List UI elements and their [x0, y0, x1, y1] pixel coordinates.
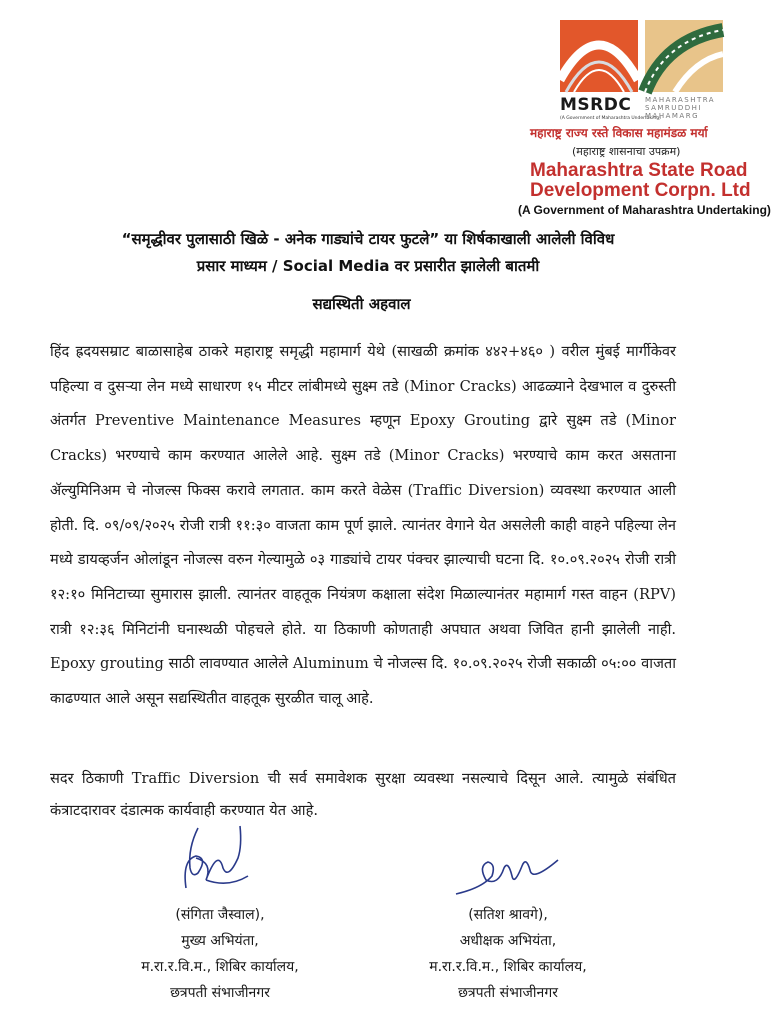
corp-name-marathi: महाराष्ट्र राज्य रस्ते विकास महामंडळ मर्या: [530, 126, 708, 140]
signatory-name: (सतिश श्रावगे),: [468, 907, 548, 923]
logo-side-text: MAHARASHTRA SAMRUDDHI MAHAMARG: [645, 96, 716, 120]
signatory-city: छत्रपती संभाजीनगर: [458, 985, 558, 1001]
body-paragraph-1: हिंद ह्रदयसम्राट बाळासाहेब ठाकरे महाराष्ट्र समृद्धी महामार्ग येथे (साखळी क्रमांक ४४२+४६० ) वरील मुंबई मार्गीकेवर पहिल्या व दुसऱ्या लेन मध्ये साधारण १५ मीटर लांबीमध्ये सुक्ष्म तडे (Minor Cracks) आढळ्याने देखभाल व दुरुस्ती अंतर्गत Preventive Maintenance Measures म्हणून Epoxy Grouting द्वारे सुक्ष्म तडे (Minor Cracks) भरण्याचे काम करण्यात आलेले आहे. सुक्ष्म तडे (Minor Cracks) भरण्याचे काम करत असताना ॲल्युमिनिअम चे नोजल्स फिक्स करावे लगतात. काम करते वेळेस (Traffic Diversion) व्यवस्था करण्यात आली होती. दि. ०९/०९/२०२५ रोजी रात्री ११:३० वाजता काम पूर्ण झाले. त्यानंतर वेगाने येत असलेली काही वाहने पहिल्या लेन मध्ये डायव्हर्जन ओलांडून नोजल्स वरुन गेल्यामुळे ०३ गाड्यांचे टायर पंक्चर झाल्याची घटना दि. १०.०९.२०२५ रोजी रात्री १२:१० मिनिटाच्या सुमारास झाली. त्यानंतर वाहतूक नियंत्रण कक्षाला संदेश मिळाल्यानंतर महामार्ग गस्त वाहन (RPV) रात्री १२:३६ मिनिटांनी घनास्थळी पोहचले होते. या ठिकाणी कोणताही अपघात अथवा जिवित हानी झालेली नाही. Epoxy grouting साठी लावण्यात आलेले Aluminum चे नोजल्स दि. १०.०९.२०२५ रोजी सकाळी ०५:०० वाजता काढण्यात आले असून सद्यस्थितीत वाहतूक सुरळीत चालू आहे.: [50, 343, 676, 708]
report-title: सद्यस्थिती अहवाल: [312, 295, 411, 313]
corp-name-english-line1: Maharashtra State Road: [530, 160, 748, 181]
logo-bridge-icon: [560, 20, 638, 92]
govt-undertaking-marathi: (महाराष्ट्र शासनाचा उपक्रम): [572, 145, 681, 158]
logo-text: MSRDC: [560, 95, 632, 115]
body-paragraph-2: सदर ठिकाणी Traffic Diversion ची सर्व समावेशक सुरक्षा व्यवस्था नसल्याचे दिसून आले. त्यामुळे संबंधित कंत्राटदारावर दंडात्मक कार्यवाही करण्यात येत आहे.: [50, 770, 676, 819]
signatory-city: छत्रपती संभाजीनगर: [170, 985, 270, 1001]
signatory-designation: अधीक्षक अभियंता,: [459, 933, 557, 949]
signatory-designation: मुख्य अभियंता,: [181, 933, 259, 949]
signature-left: [168, 818, 258, 908]
logo-road-icon: [645, 20, 723, 92]
corp-name-english-line2: Development Corpn. Ltd: [530, 180, 751, 201]
headline-line1: “समृद्धीवर पुलासाठी खिळे - अनेक गाड्यांचे टायर फुटले” या शिर्षकाखाली आलेली विविध: [121, 230, 615, 248]
signatory-office: म.रा.र.वि.म., शिबिर कार्यालय,: [429, 959, 587, 975]
logo-subtext: (A Government of Maharashtra Undertaking): [560, 116, 661, 121]
signatory-name: (संगिता जैस्वाल),: [175, 907, 265, 923]
signatory-left: [110, 902, 330, 1006]
headline-line2: प्रसार माध्यम / Social Media वर प्रसारीत झालेली बातमी: [196, 257, 540, 275]
signatory-right: [398, 902, 618, 1006]
govt-undertaking-english: (A Government of Maharashtra Undertaking): [518, 203, 771, 217]
signatory-office: म.रा.र.वि.म., शिबिर कार्यालय,: [141, 959, 299, 975]
msrdc-logo: [556, 18, 723, 133]
signature-right: [452, 846, 562, 906]
